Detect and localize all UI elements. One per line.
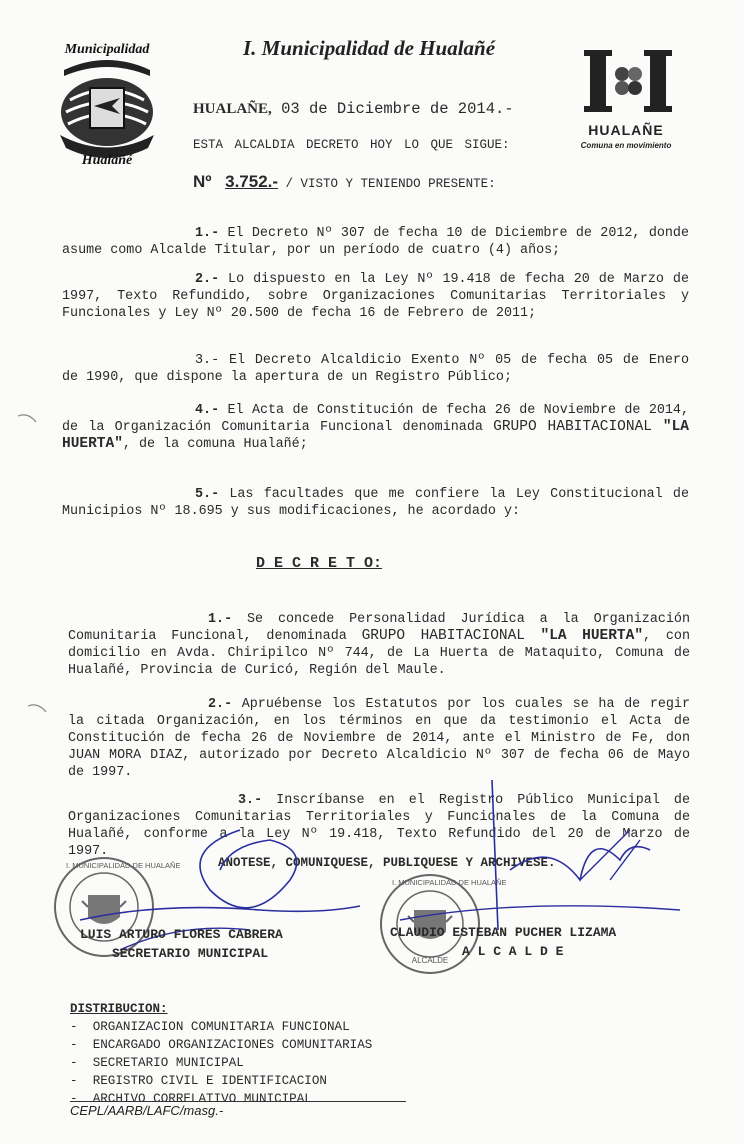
mayor-name: CLAUDIO ESTEBAN PUCHER LIZAMA (390, 925, 617, 940)
place-date-line (193, 100, 514, 118)
distribution-item: - REGISTRO CIVIL E IDENTIFICACION (70, 1074, 327, 1088)
intro-line: ESTA ALCALDIA DECRETO HOY LO QUE SIGUE: (193, 138, 510, 152)
brand-name: HUALAÑE (588, 122, 664, 138)
number-prefix: Nº (193, 172, 212, 191)
crest-bottom-text: Hualañé (81, 153, 133, 168)
hualane-brand-logo (578, 46, 674, 156)
municipal-crest-logo (52, 40, 162, 175)
article-number: 1.- (208, 612, 233, 627)
visto-2 (62, 271, 689, 322)
organization-name-bold: "LA HUERTA" (540, 628, 644, 644)
secretary-title: SECRETARIO MUNICIPAL (112, 946, 269, 961)
stamp-text: I. MUNICIPALIDAD DE HUALAÑE (392, 878, 507, 887)
article-2 (68, 696, 690, 781)
visto-text: Lo dispuesto en la Ley Nº 19.418 de fecha 20 de Marzo de 1997, Texto Refundido, sobre Organizaciones Comunitarias Territoriales y Funcionales y Ley Nº 20.500 de fecha 16 de Febrero de 2011; (62, 272, 689, 321)
distribution-title: DISTRIBUCION: (70, 1002, 168, 1016)
initials: CEPL/AARB/LAFC/masg.- (70, 1103, 224, 1118)
brand-tagline: Comuna en movimiento (580, 141, 672, 150)
article-text: Inscríbanse en el Registro Público Municipal de Organizaciones Comunitarias Territoriales y Funcionales de la Comuna de Hualañé, conforme a la Ley Nº 19.418, Texto Refundido del 20 de Marzo de 1997. (68, 793, 690, 859)
visto-5 (62, 486, 689, 520)
visto-text: El Decreto Nº 307 de fecha 10 de Diciembre de 2012, donde asume como Alcalde Titular, por un período de cuatro (4) años; (62, 226, 689, 258)
article-number: 2.- (208, 697, 233, 712)
divider (70, 1101, 406, 1102)
decreto-title: D E C R E T O: (256, 555, 383, 572)
closing-formula: ANOTESE, COMUNIQUESE, PUBLIQUESE Y ARCHIVESE. (218, 856, 556, 870)
visto-heading: / VISTO Y TENIENDO PRESENTE: (278, 177, 496, 191)
visto-number: 1.- (195, 226, 220, 241)
visto-number: 5.- (195, 487, 220, 502)
visto-text: , de la comuna Hualañé; (122, 437, 308, 452)
article-1 (68, 611, 690, 679)
organization-name-bold: "LA HUERTA" (62, 419, 690, 452)
date: 03 de Diciembre de 2014.- (271, 100, 514, 118)
mayor-title: A L C A L D E (462, 944, 564, 959)
visto-number: 2.- (195, 272, 220, 287)
stamp-text: I. MUNICIPALIDAD DE HUALAÑE (66, 861, 181, 870)
visto-1 (62, 225, 689, 259)
punch-mark (26, 700, 50, 724)
decree-number: 3.752.- (225, 172, 279, 191)
article-text: , con domicilio en Avda. Chiripilco Nº 744, de La Huerta de Mataquito, Comuna de Hualañé, Provincia de Curicó, Región del Maule. (68, 629, 691, 678)
visto-text: Las facultades que me confiere la Ley Constitucional de Municipios Nº 18.695 y sus modificaciones, he acordado y: (62, 487, 689, 519)
municipality-title: I. Municipalidad de Hualañé (243, 36, 496, 60)
h-logo-icon (584, 46, 674, 116)
mayor-signature (380, 770, 700, 940)
distribution-item: - SECRETARIO MUNICIPAL (70, 1056, 244, 1070)
visto-number: 3.- (195, 353, 220, 368)
place: HUALAÑE, (193, 101, 272, 117)
visto-4 (62, 402, 689, 453)
distribution-item: - ARCHIVO CORRELATIVO MUNICIPAL (70, 1092, 312, 1106)
article-number: 3.- (238, 793, 263, 808)
secretary-name: LUIS ARTURO FLORES CABRERA (80, 927, 283, 942)
article-text: Se concede Personalidad Jurídica a la Organización Comunitaria Funcional, denominada (68, 612, 690, 644)
stamp-bottom-text: ALCALDE (411, 956, 449, 965)
decree-number-line (193, 172, 496, 192)
article-text: Apruébense los Estatutos por los cuales se ha de regir la citada Organización, en los términos en que da testimonio el Acta de Constitución de fecha 26 de Noviembre de 2014, ante el Ministro de Fe, don JUAN MORA DIAZ, autorizado por Decreto Alcaldicio Nº 307 de fecha 06 de Mayo de 1997. (68, 697, 690, 780)
visto-number: 4.- (195, 403, 220, 418)
organization-name: GRUPO HABITACIONAL (493, 419, 663, 435)
visto-text: El Acta de Constitución de fecha 26 de Noviembre de 2014, de la Organización Comunitaria Funcional denominada (62, 403, 689, 435)
punch-mark (16, 410, 40, 434)
organization-name: GRUPO HABITACIONAL (361, 628, 541, 644)
crest-top-text: Municipalidad (64, 42, 150, 57)
distribution-item: - ENCARGADO ORGANIZACIONES COMUNITARIAS (70, 1038, 373, 1052)
visto-3 (62, 352, 689, 386)
distribution-list (70, 1018, 372, 1108)
visto-text: El Decreto Alcaldicio Exento Nº 05 de fecha 05 de Enero de 1990, que dispone la apertura de un Registro Público; (62, 353, 689, 385)
distribution-item: - ORGANIZACION COMUNITARIA FUNCIONAL (70, 1020, 350, 1034)
